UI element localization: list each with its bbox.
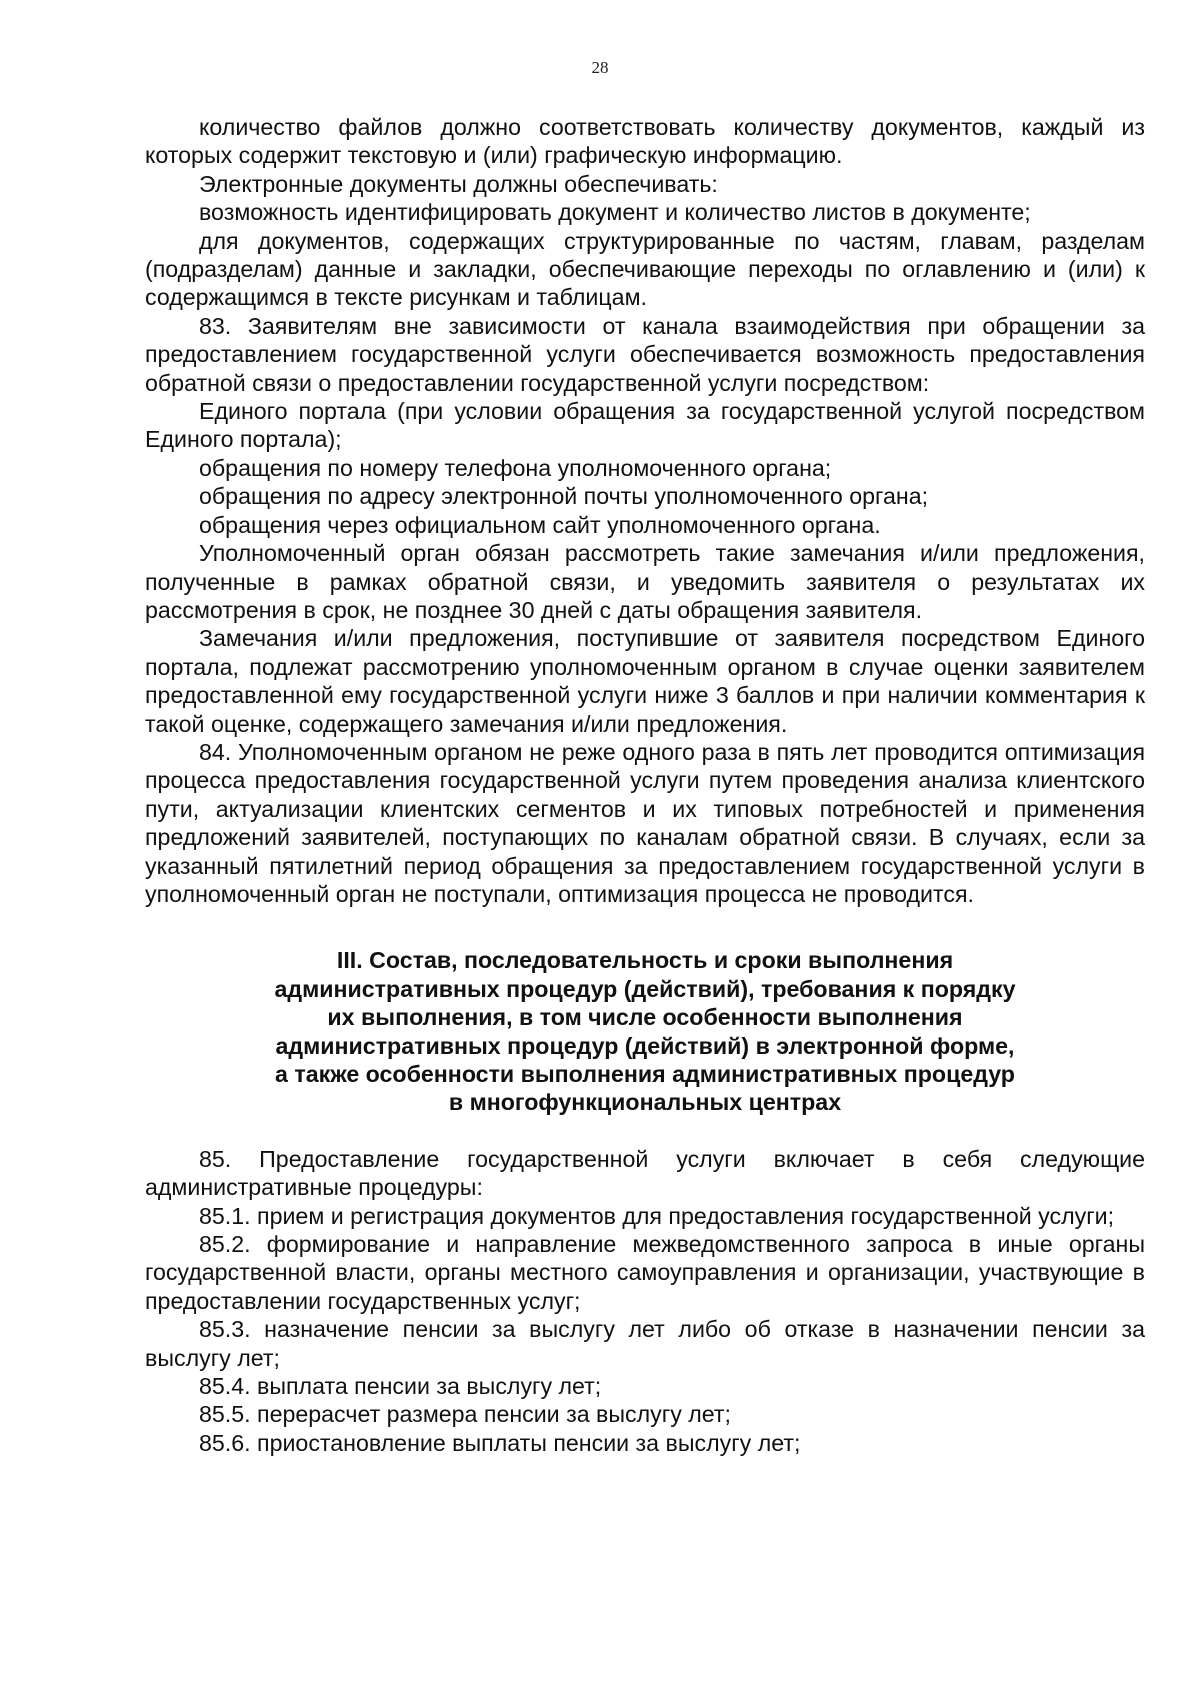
- section-heading-line: а также особенности выполнения административных процедур: [275, 1061, 1015, 1087]
- paragraph-85: 85. Предоставление государственной услуги включает в себя следующие административные процедуры:: [145, 1145, 1145, 1201]
- paragraph: возможность идентифицировать документ и количество листов в документе;: [199, 199, 1031, 226]
- paragraph-84: 84. Уполномоченным органом не реже одного раза в пять лет проводится оптимизация процесса предоставления государственной услуги путем проведения анализа клиентского пути, актуализации клиентских сегментов и их типовых потребностей и применения предложений заявителей, поступающих по каналам обратной связи. В случаях, если за указанный пятилетний период обращения за предоставлением государственной услуги в уполномоченный орган не поступали, оптимизация процесса не проводится.: [145, 738, 1145, 907]
- section-heading-line: их выполнения, в том числе особенности выполнения: [327, 1004, 963, 1031]
- document-body: [145, 113, 1145, 1457]
- paragraph-85-6: 85.6. приостановление выплаты пенсии за выслугу лет;: [199, 1429, 801, 1456]
- section-heading: [145, 946, 1145, 1116]
- paragraph: Уполномоченный орган обязан рассмотреть такие замечания и/или предложения, полученные в рамках обратной связи, и уведомить заявителя о результатах их рассмотрения в срок, не позднее 30 дней с даты обращения заявителя.: [145, 540, 1145, 623]
- paragraph-85-1: 85.1. прием и регистрация документов для предоставления государственной услуги;: [199, 1202, 1115, 1229]
- paragraph: обращения по адресу электронной почты уполномоченного органа;: [199, 483, 929, 510]
- paragraph-85-4: 85.4. выплата пенсии за выслугу лет;: [199, 1373, 602, 1400]
- section-heading-line: административных процедур (действий) в электронной форме,: [275, 1032, 1015, 1059]
- section-heading-line: в многофункциональных центрах: [448, 1089, 842, 1116]
- paragraph: обращения через официальном сайт уполномоченного органа.: [199, 511, 881, 538]
- paragraph: Единого портала (при условии обращения за государственной услугой посредством Единого портала);: [145, 398, 1145, 453]
- paragraph: для документов, содержащих структурированные по частям, главам, разделам (подразделам) данные и закладки, обеспечивающие переходы по оглавлению и (или) к содержащимся в тексте рисункам и таблицам.: [145, 227, 1145, 311]
- paragraph: количество файлов должно соответствовать количеству документов, каждый из которых содержит текстовую и (или) графическую информацию.: [145, 114, 1145, 169]
- paragraph-83: 83. Заявителям вне зависимости от канала взаимодействия при обращении за предоставлением государственной услуги обеспечивается возможность предоставления обратной связи о предоставлении государственной услуги посредством:: [145, 312, 1145, 396]
- section-heading-line: III. Состав, последовательность и сроки выполнения: [336, 947, 954, 974]
- paragraph: Электронные документы должны обеспечивать:: [199, 170, 718, 197]
- paragraph-85-3: 85.3. назначение пенсии за выслугу лет либо об отказе в назначении пенсии за выслугу лет;: [145, 1316, 1145, 1371]
- paragraph-85-2: 85.2. формирование и направление межведомственного запроса в иные органы государственной власти, органы местного самоуправления и организации, участвующие в предоставлении государственных услуг;: [145, 1231, 1145, 1314]
- page-number: 28: [591, 58, 609, 77]
- section-heading-line: административных процедур (действий), требования к порядку: [274, 975, 1016, 1002]
- paragraph: Замечания и/или предложения, поступившие от заявителя посредством Единого портала, подлежат рассмотрению уполномоченным органом в случае оценки заявителем предоставленной ему государственной услуги ниже 3 баллов и при наличии комментария к такой оценке, содержащего замечания и/или предложения.: [145, 625, 1145, 737]
- paragraph-85-5: 85.5. перерасчет размера пенсии за выслугу лет;: [199, 1401, 731, 1428]
- paragraph: обращения по номеру телефона уполномоченного органа;: [199, 454, 832, 481]
